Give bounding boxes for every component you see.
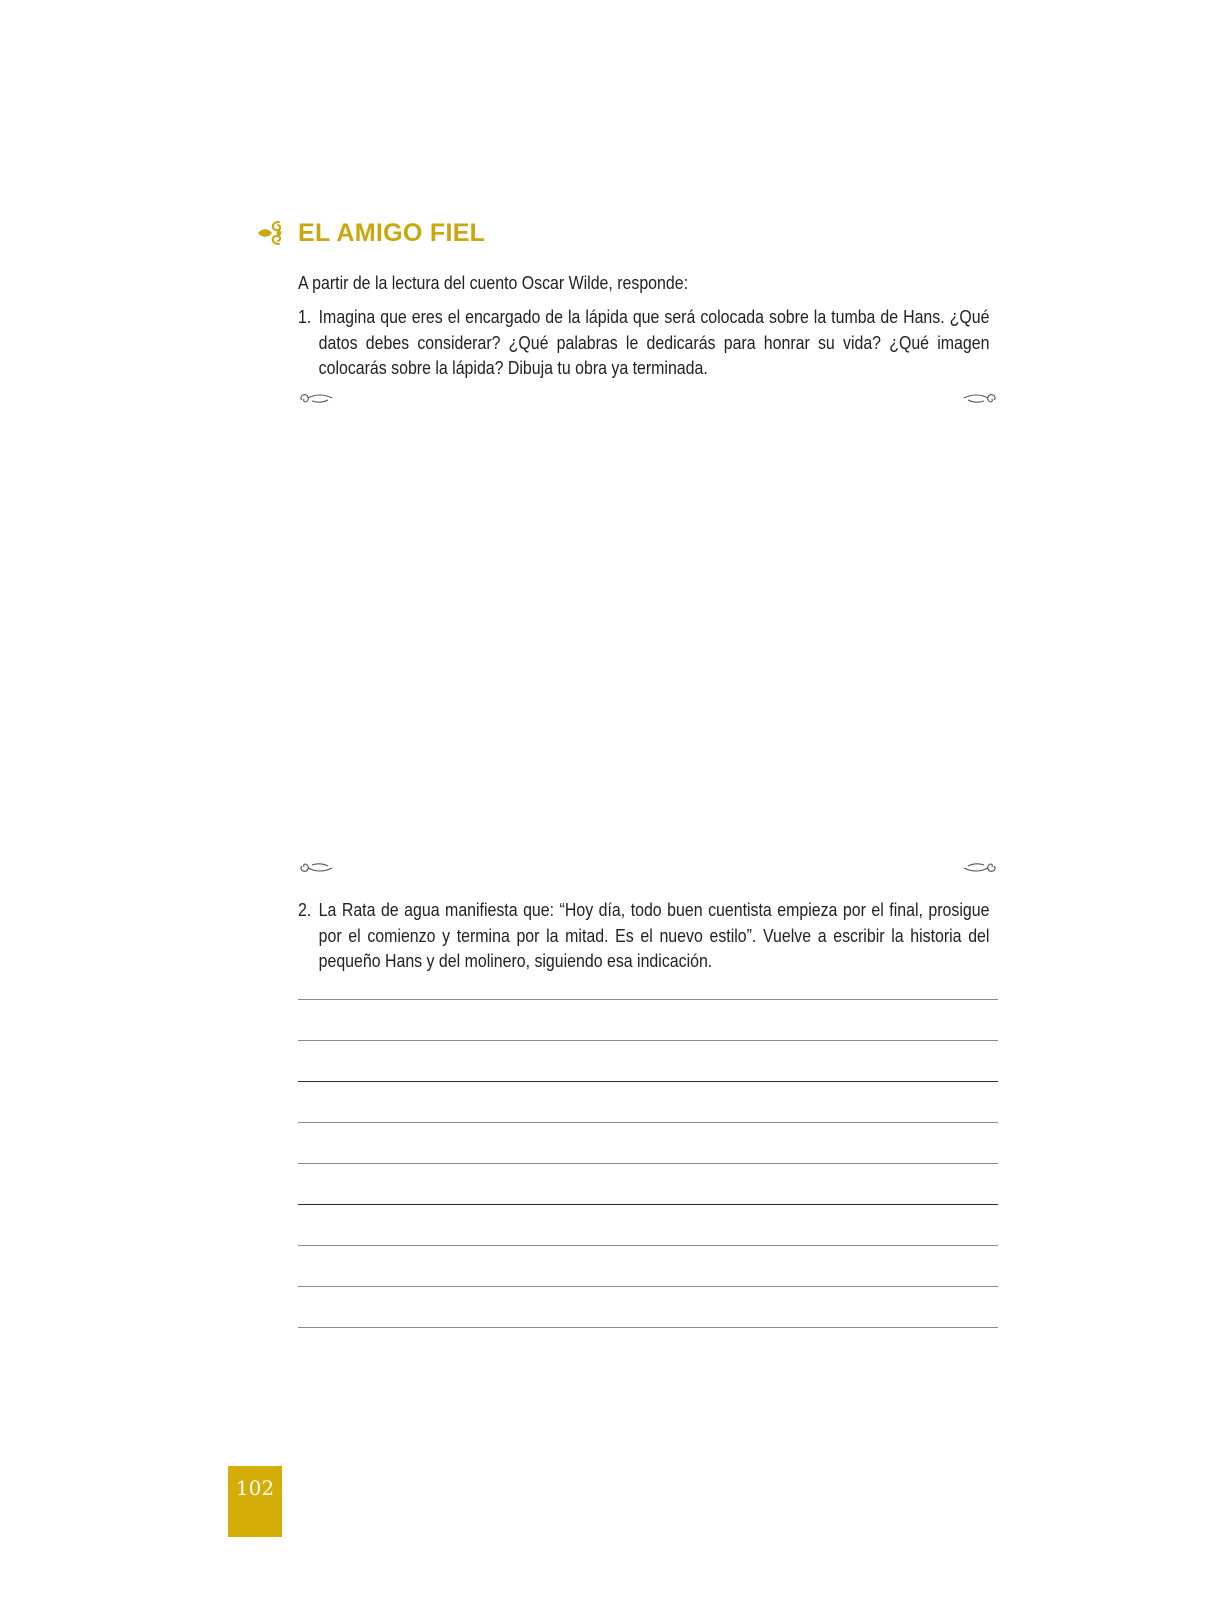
answer-line [298, 1245, 998, 1246]
question-2 [298, 897, 989, 974]
section-title: EL AMIGO FIEL [298, 219, 486, 247]
answer-line [298, 1286, 998, 1287]
page-number-box [228, 1466, 282, 1537]
answer-line [298, 1081, 998, 1082]
answer-line [298, 1327, 998, 1328]
fleur-ornament-icon [257, 218, 287, 248]
top-ornamental-divider [298, 392, 998, 412]
answer-line [298, 1204, 998, 1205]
answer-line [298, 1040, 998, 1041]
question-number: 1. [298, 306, 312, 327]
page-number: 102 [235, 1476, 275, 1500]
question-text: Imagina que eres el encargado de la lápida que será colocada sobre la tumba de Hans. ¿Qué datos debes considerar? ¿Qué palabras le dedicarás para honrar su vida? ¿Qué imagen colocarás sobre la lápida? Dibuja tu obra ya terminada. [318, 306, 990, 378]
answer-line [298, 1163, 998, 1164]
question-text: La Rata de agua manifiesta que: “Hoy día, todo buen cuentista empieza por el final, prosigue por el comienzo y termina por la mitad. Es el nuevo estilo”. Vuelve a escribir la historia del pequeño Hans y del molinero, siguiendo esa indicación. [318, 899, 990, 971]
answer-line [298, 1122, 998, 1123]
question-1 [298, 304, 989, 381]
bottom-ornamental-divider [298, 860, 998, 880]
answer-line [298, 999, 998, 1000]
intro-instruction: A partir de la lectura del cuento Oscar Wilde, responde: [298, 272, 689, 293]
question-number: 2. [298, 899, 312, 920]
